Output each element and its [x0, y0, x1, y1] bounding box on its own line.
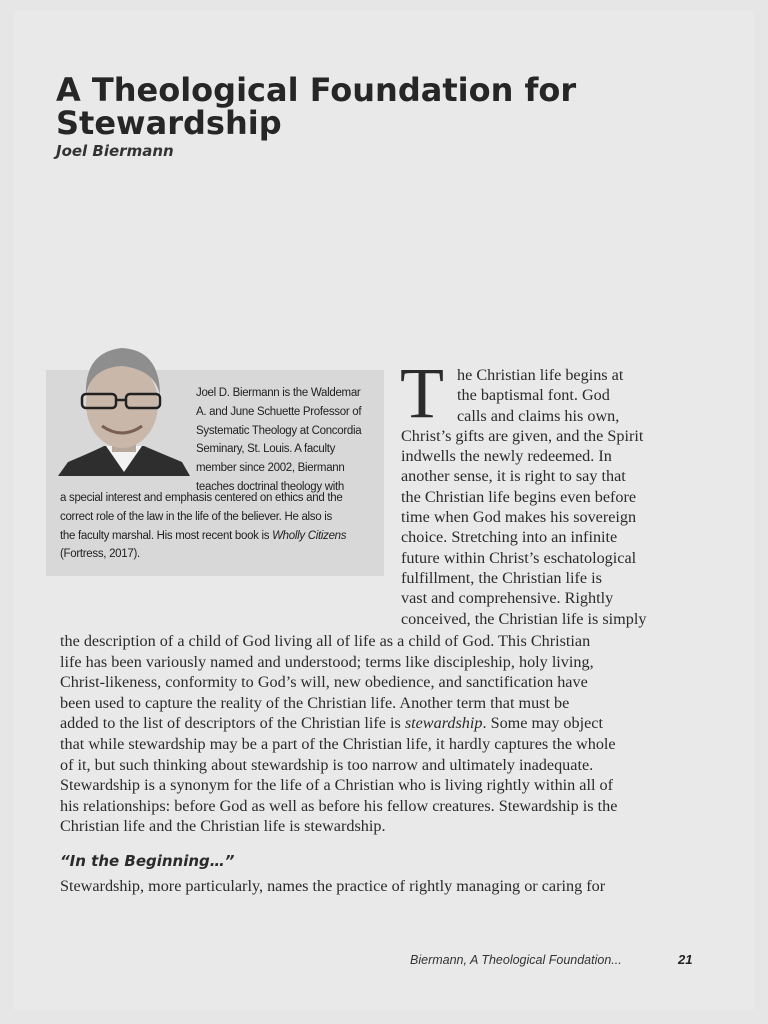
bio-line: Seminary, St. Louis. A faculty: [196, 443, 336, 456]
body-line: the description of a child of God living all of life as a child of God. This Christian: [60, 632, 591, 650]
body-line: life has been variously named and understood; terms like discipleship, holy living,: [60, 652, 594, 671]
page-number: 21: [678, 952, 693, 967]
bio-line: Joel D. Biermann is the Waldemar: [196, 387, 361, 399]
bio-text-bottom: [60, 489, 378, 564]
section-heading: “In the Beginning…”: [60, 852, 235, 870]
body-line: Christian life and the Christian life is stewardship.: [60, 817, 386, 836]
bio-line: A. and June Schuette Professor of: [196, 405, 362, 418]
bio-line: [60, 527, 378, 546]
body-line: that while stewardship may be a part of the Christian life, it hardly captures the whole: [60, 734, 616, 753]
body-line: Stewardship, more particularly, names the practice of rightly managing or caring for: [60, 877, 606, 895]
body-line-text: added to the list of descriptors of the Christian life is: [60, 714, 405, 733]
author-name: Joel Biermann: [56, 142, 174, 160]
bio-line: a special interest and emphasis centered on ethics and the: [60, 492, 343, 504]
body-full-width: [60, 631, 690, 837]
body-line: his relationships: before God as well as before his fellow creatures. Stewardship is the: [60, 796, 618, 815]
author-photo: [58, 334, 190, 476]
body-line: the baptismal font. God: [457, 386, 610, 405]
bio-line: correct role of the law in the life of the believer. He also is: [60, 510, 332, 523]
body-line: vast and comprehensive. Rightly: [401, 589, 614, 608]
bio-text-top: [196, 384, 372, 497]
body-line: been used to capture the reality of the Christian life. Another term that must be: [60, 693, 570, 712]
article-title: A Theological Foundation for Stewardship: [56, 71, 577, 142]
bio-line: (Fortress, 2017).: [60, 548, 140, 561]
body-line: time when God makes his sovereign: [401, 508, 637, 527]
drop-cap: T: [400, 353, 444, 433]
body-line: choice. Stretching into an infinite: [401, 528, 618, 547]
bio-line-text: the faculty marshal. His most recent book is: [60, 529, 273, 542]
body-line: another sense, it is right to say that: [401, 467, 626, 486]
body-line: Christ’s gifts are given, and the Spirit: [401, 426, 644, 445]
body-line: fulfillment, the Christian life is: [401, 568, 602, 587]
body-line: the Christian life begins even before: [401, 487, 637, 506]
body-line: future within Christ’s eschatological: [401, 548, 637, 567]
body-column: [401, 365, 673, 629]
body-line-text: . Some may object: [482, 714, 603, 733]
body-line: Christ-likeness, conformity to God’s will, new obedience, and sanctification have: [60, 673, 588, 692]
bio-line: Systematic Theology at Concordia: [196, 424, 362, 437]
body-line: Stewardship is a synonym for the life of a Christian who is living rightly within all of: [60, 776, 614, 795]
body-line: calls and claims his own,: [457, 406, 620, 425]
body-line: conceived, the Christian life is simply: [401, 609, 647, 628]
body-line: of it, but such thinking about stewardship is too narrow and ultimately inadequate.: [60, 755, 594, 774]
body-line: [60, 713, 690, 734]
running-footer: Biermann, A Theological Foundation...: [410, 953, 622, 967]
bio-line: member since 2002, Biermann: [196, 462, 345, 475]
emphasized-word: stewardship: [404, 714, 483, 733]
body-line: he Christian life begins at: [457, 366, 624, 384]
book-title: Wholly Citizens: [272, 529, 347, 542]
bio-line: teaches doctrinal theology with: [196, 480, 344, 493]
body-line: indwells the newly redeemed. In: [401, 447, 612, 466]
